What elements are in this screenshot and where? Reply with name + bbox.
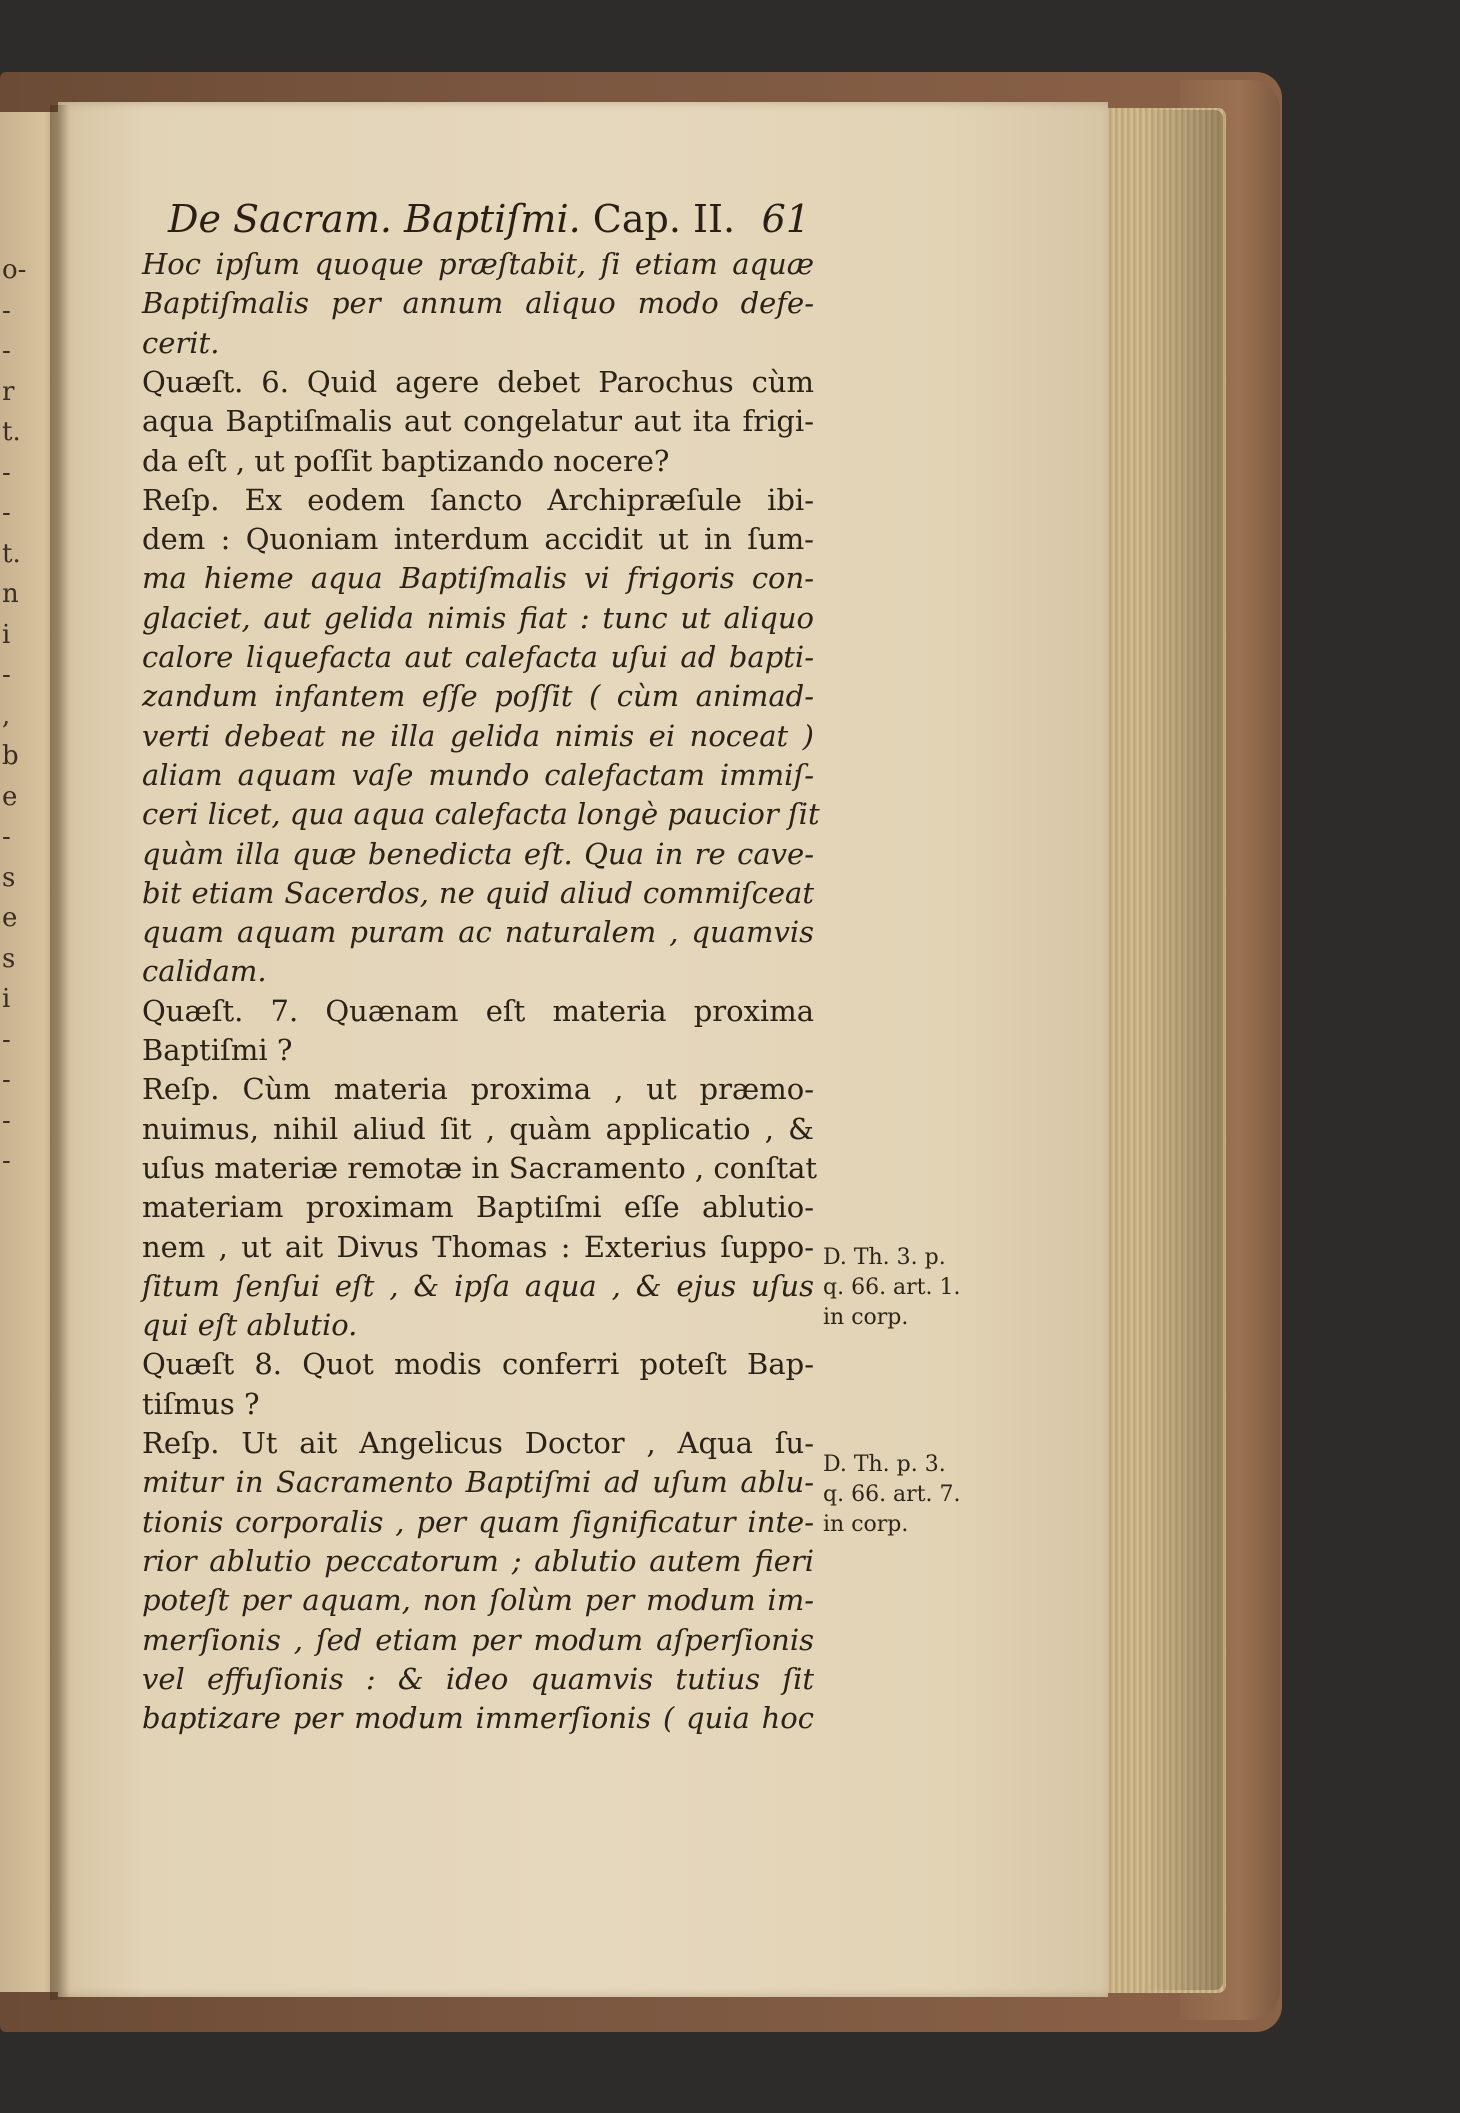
text-line: quam aquam puram ac naturalem , quamvis xyxy=(142,915,814,950)
text-line: Baptiſmi ? xyxy=(142,1033,293,1067)
left-page-fragment: - xyxy=(2,1146,11,1176)
margin-note-line: D. Th. 3. p. xyxy=(823,1245,946,1270)
left-page-fragment: e xyxy=(2,903,18,933)
left-page-fragment: - xyxy=(2,822,11,852)
left-page-fragment: - xyxy=(2,1065,11,1095)
left-page-fragment: e xyxy=(2,781,18,812)
text-line: Quæſt 8. Quot modis conferri poteſt Bap- xyxy=(142,1347,814,1382)
left-page-fragment: - xyxy=(2,295,11,326)
text-line: tionis corporalis , per quam ſignificatur inte- xyxy=(142,1504,814,1539)
margin-note xyxy=(823,1450,1013,1540)
left-page-fragment: i xyxy=(2,619,11,650)
margin-note-line: in corp. xyxy=(823,1305,909,1330)
margin-note-line: in corp. xyxy=(823,1512,909,1537)
text-line: poteſt per aquam, non ſolùm per modum im- xyxy=(142,1583,814,1618)
margin-note-line: q. 66. art. 1. xyxy=(823,1275,961,1300)
left-page-fragment: r xyxy=(2,376,15,407)
header-chapter: Cap. II. xyxy=(592,197,736,241)
left-page-fragment: , xyxy=(2,700,11,731)
margin-note-line: D. Th. p. 3. xyxy=(823,1452,946,1477)
text-line: Quæſt. 6. Quid agere debet Parochus cùm xyxy=(142,364,814,399)
text-line: aliam aquam vaſe mundo calefactam immiſ- xyxy=(142,757,814,792)
left-page-fragment: - xyxy=(2,498,11,528)
text-line: bit etiam Sacerdos, ne quid aliud commiſceat xyxy=(142,875,814,910)
left-page-fragment: i xyxy=(2,984,11,1014)
text-line: nuimus, nihil aliud ſit , quàm applicatio , & xyxy=(142,1111,814,1146)
text-line: materiam proximam Baptiſmi eſſe ablutio- xyxy=(142,1190,814,1225)
text-line: rior ablutio peccatorum ; ablutio autem fieri xyxy=(142,1543,814,1578)
text-line: Reſp. Cùm materia proxima , ut præmo- xyxy=(142,1072,814,1107)
text-line: mitur in Sacramento Baptiſmi ad uſum ablu- xyxy=(142,1465,814,1500)
left-page-fragment: - xyxy=(2,1024,11,1055)
text-line: Baptiſmalis per annum aliquo modo defe- xyxy=(142,286,814,321)
text-line: nem , ut ait Divus Thomas : Exterius ſuppo- xyxy=(142,1229,814,1264)
text-line: da eſt , ut poſſit baptizando nocere? xyxy=(142,443,670,478)
text-line: ſitum ſenſui eſt , & ipſa aqua , & ejus uſus xyxy=(142,1268,814,1303)
text-line: Hoc ipſum quoque præſtabit, ſi etiam aquæ xyxy=(142,247,814,281)
text-line: Quæſt. 7. Quænam eſt materia proxima xyxy=(142,993,814,1028)
left-page-fragment: n xyxy=(2,579,19,609)
header-title: De Sacram. Baptiſmi. xyxy=(168,197,581,241)
left-page-fragment: - xyxy=(2,457,11,488)
left-page-fragment: - xyxy=(2,660,11,690)
text-line: zandum infantem eſſe poſſit ( cùm animad- xyxy=(142,679,814,714)
left-page-fragment: - xyxy=(2,1105,11,1136)
text-line: baptizare per modum immerſionis ( quia hoc xyxy=(142,1701,814,1736)
running-header xyxy=(168,197,810,241)
text-line: qui eſt ablutio. xyxy=(142,1308,358,1343)
page-number: 61 xyxy=(761,197,810,241)
text-line: cerit. xyxy=(142,325,220,360)
left-page-fragment: b xyxy=(2,741,19,771)
text-line: calore liquefacta aut calefacta uſui ad bapti- xyxy=(142,640,814,674)
text-line: vel effuſionis : & ideo quamvis tutius ſit xyxy=(142,1661,814,1696)
left-page-fragment: t. xyxy=(2,417,21,447)
left-page-fragment: s xyxy=(2,943,16,974)
text-line: ma hieme aqua Baptiſmalis vi frigoris con- xyxy=(142,561,814,596)
text-line: merſionis , ſed etiam per modum aſperſionis xyxy=(142,1622,814,1657)
text-line: Reſp. Ex eodem ſancto Archipræſule ibi- xyxy=(142,482,814,517)
left-page-fragment: - xyxy=(2,336,11,366)
text-line: ceri licet, qua aqua calefacta longè paucior ſit xyxy=(142,797,820,832)
left-page-fragment: s xyxy=(2,862,16,893)
text-line: tiſmus ? xyxy=(142,1386,260,1421)
text-line: verti debeat ne illa gelida nimis ei noceat ) xyxy=(142,718,814,753)
text-line: quàm illa quæ benedicta eſt. Qua in re cave- xyxy=(142,836,814,871)
margin-note-line: q. 66. art. 7. xyxy=(823,1482,961,1507)
text-line: Reſp. Ut ait Angelicus Doctor , Aqua ſu- xyxy=(142,1426,814,1460)
text-line: aqua Baptiſmalis aut congelatur aut ita frigi- xyxy=(142,404,814,439)
text-line: dem : Quoniam interdum accidit ut in ſum- xyxy=(142,522,814,557)
left-page-fragment: o- xyxy=(2,255,27,285)
margin-note xyxy=(823,1243,1013,1333)
text-line: glaciet, aut gelida nimis fiat : tunc ut aliquo xyxy=(142,600,814,635)
text-line: calidam. xyxy=(142,954,267,989)
left-page-fragment: t. xyxy=(2,538,21,569)
text-line: uſus materiæ remotæ in Sacramento , conſtat xyxy=(142,1150,818,1185)
